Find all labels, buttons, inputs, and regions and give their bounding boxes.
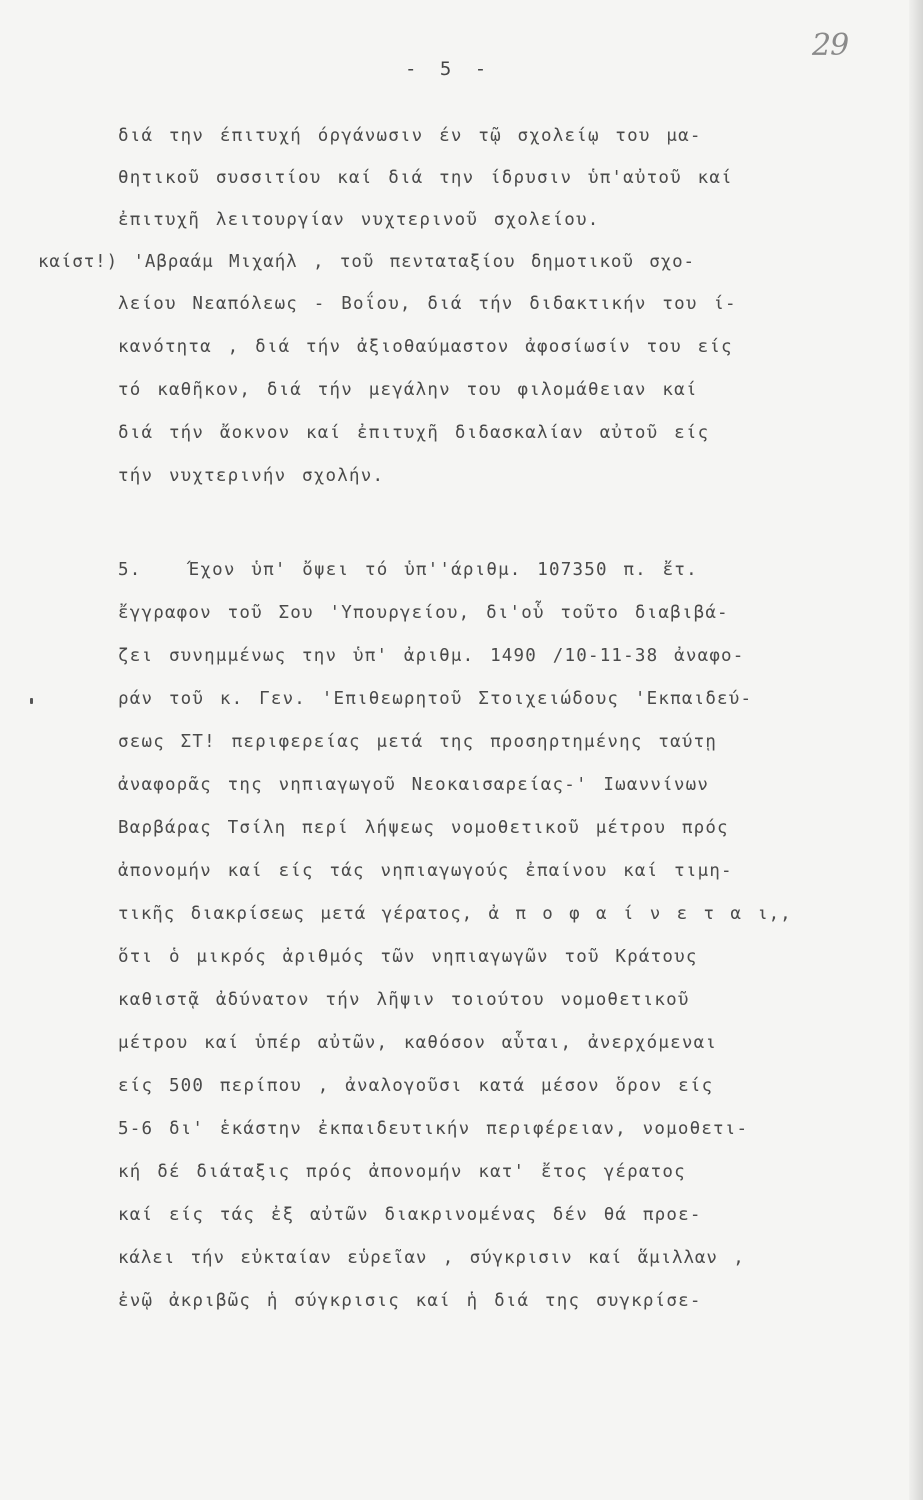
text-line: σεως ΣΤ! περιφερείας μετά της προσηρτημένης ταύτῃ xyxy=(118,732,718,752)
text-line: τικῆς διακρίσεως μετά γέρατος, ἀ π ο φ α ί ν ε τ α ι,, xyxy=(118,904,792,924)
text-line: είς 500 περίπου , ἀναλογοῦσι κατά μέσον ὅρον είς xyxy=(118,1076,714,1096)
text-line: Βαρβάρας Τσίλη περί λήψεως νομοθετικοῦ μέτρου πρός xyxy=(118,818,729,838)
text-line: καίστ!) 'Αβραάμ Μιχαήλ , τοῦ πενταταξίου δημοτικοῦ σχο- xyxy=(38,252,695,272)
text-line: ράν τοῦ κ. Γεν. 'Επιθεωρητοῦ Στοιχειώδους 'Εκπαιδεύ- xyxy=(118,689,753,709)
page-number: - 5 - xyxy=(405,58,493,80)
text-line: κή δέ διάταξις πρός ἀπονομήν κατ' ἔτος γέρατος xyxy=(118,1162,686,1182)
handwritten-page-number: 29 xyxy=(812,28,849,63)
text-line: διά τήν ἄοκνον καί ἐπιτυχῆ διδασκαλίαν αὐτοῦ είς xyxy=(118,423,710,443)
text-line: μέτρου καί ὑπέρ αὐτῶν, καθόσον αὗται, ἀνερχόμεναι xyxy=(118,1033,718,1053)
text-line: ἐνῷ ἀκριβῶς ἡ σύγκρισις καί ἡ διά της συγκρίσε- xyxy=(118,1291,702,1311)
text-line: κανότητα , διά τήν ἀξιοθαύμαστον ἀφοσίωσίν του είς xyxy=(118,337,733,357)
text-line: ἐπιτυχῆ λειτουργίαν νυχτερινοῦ σχολείου. xyxy=(118,210,600,230)
text-line: ὅτι ὁ μικρός ἀριθμός τῶν νηπιαγωγῶν τοῦ Κράτους xyxy=(118,947,698,967)
text-line: 5-6 δι' ἑκάστην ἐκπαιδευτικήν περιφέρειαν, νομοθετι- xyxy=(118,1119,749,1139)
text-line: 5. Έχον ὑπ' ὄψει τό ὑπ''άριθμ. 107350 π. ἔτ. xyxy=(118,560,698,580)
text-line: ζει συνημμένως την ὑπ' ἀριθμ. 1490 /10-11-38 ἀναφο- xyxy=(118,646,745,666)
text-line: λείου Νεαπόλεως - Βοΐου, διά τήν διδακτικήν του ί- xyxy=(118,294,737,314)
page-edge xyxy=(909,0,923,1500)
text-line: καθιστᾷ ἀδύνατον τήν λῆψιν τοιούτου νομοθετικοῦ xyxy=(118,990,690,1010)
text-line: κάλει τήν εὐκταίαν εὑρεῖαν , σύγκρισιν καί ἅμιλλαν , xyxy=(118,1248,745,1268)
text-line: τό καθῆκον, διά τήν μεγάλην του φιλομάθειαν καί xyxy=(118,380,698,400)
text-line: διά την έπιτυχή όργάνωσιν έν τῷ σχολείῳ του μα- xyxy=(118,126,702,146)
text-line: τήν νυχτερινήν σχολήν. xyxy=(118,466,385,486)
text-line: ἀναφορᾶς της νηπιαγωγοῦ Νεοκαισαρείας-' Ιωαννίνων xyxy=(118,775,710,795)
text-line: θητικοῦ συσσιτίου καί διά την ίδρυσιν ὑπ'αὐτοῦ καί xyxy=(118,168,733,188)
text-line: καί είς τάς ἐξ αὐτῶν διακρινομένας δέν θά προε- xyxy=(118,1205,702,1225)
text-line: ἔγγραφον τοῦ Σου 'Υπουργείου, δι'οὗ τοῦτο διαβιβά- xyxy=(118,603,729,623)
text-line: ἀπονομήν καί είς τάς νηπιαγωγούς ἐπαίνου καί τιμη- xyxy=(118,861,733,881)
margin-mark xyxy=(30,698,33,704)
